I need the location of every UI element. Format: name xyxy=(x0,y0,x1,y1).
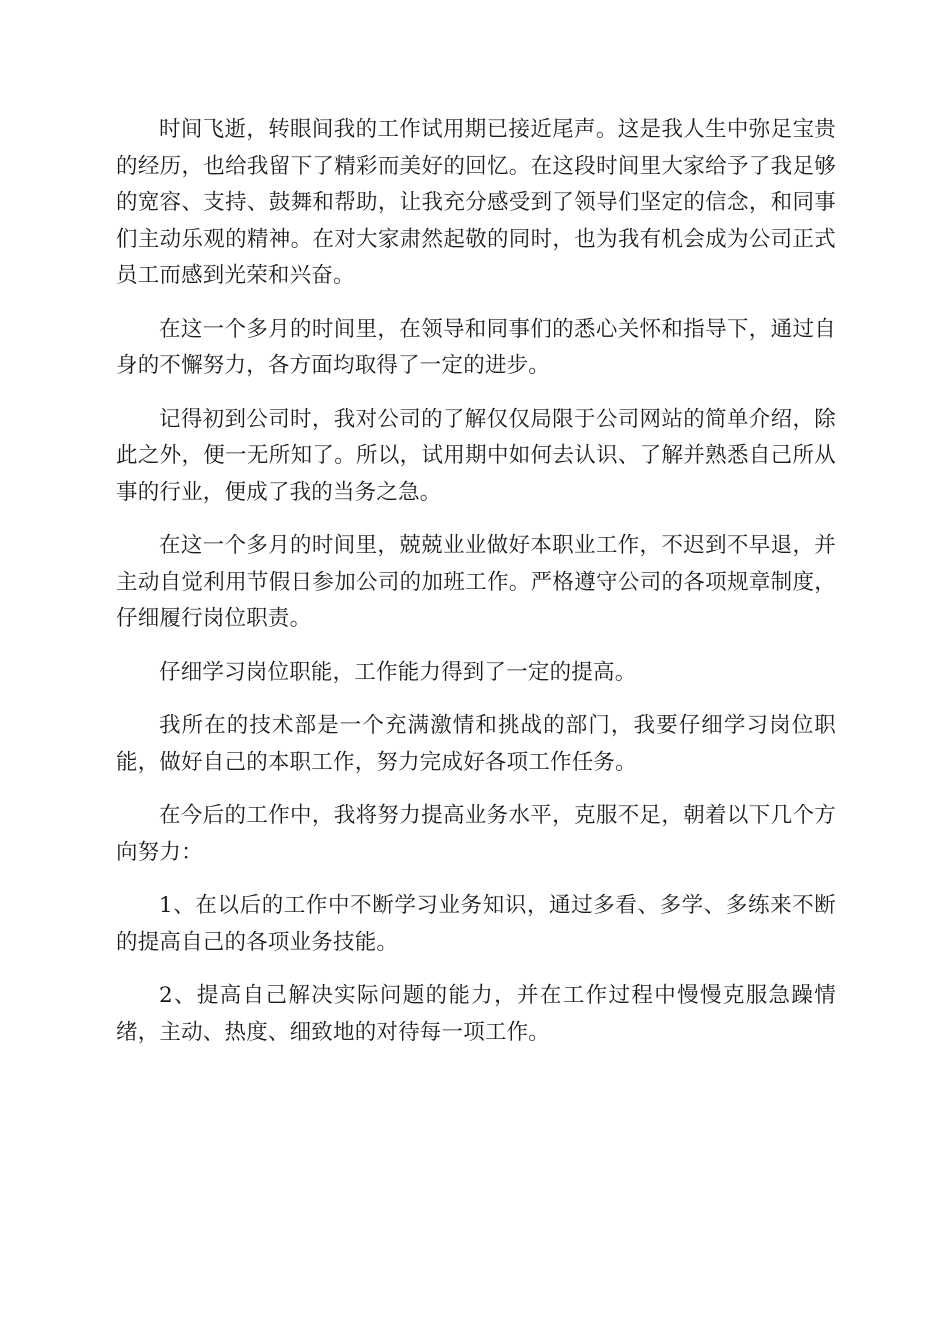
paragraph-tech-dept: 我所在的技术部是一个充满激情和挑战的部门，我要仔细学习岗位职能，做好自己的本职工作，努力完成好各项工作任务。 xyxy=(116,713,836,775)
paragraph-first-days: 记得初到公司时，我对公司的了解仅仅局限于公司网站的简单介绍，除此之外，便一无所知了。所以，试用期中如何去认识、了解并熟悉自己所从事的行业，便成了我的当务之急。 xyxy=(116,406,836,505)
paragraph-goal-1: 1、在以后的工作中不断学习业务知识，通过多看、多学、多练来不断的提高自己的各项业务技能。 xyxy=(116,893,836,955)
document-body xyxy=(116,112,836,1068)
paragraph-goal-2: 2、提高自己解决实际问题的能力，并在工作过程中慢慢克服急躁情绪，主动、热度、细致地的对待每一项工作。 xyxy=(116,983,836,1045)
paragraph-future: 在今后的工作中，我将努力提高业务水平，克服不足，朝着以下几个方向努力： xyxy=(116,803,836,865)
paragraph-intro: 时间飞逝，转眼间我的工作试用期已接近尾声。这是我人生中弥足宝贵的经历，也给我留下了精彩而美好的回忆。在这段时间里大家给予了我足够的宽容、支持、鼓舞和帮助，让我充分感受到了领导们坚定的信念，和同事们主动乐观的精神。在对大家肃然起敬的同时，也为我有机会成为公司正式员工而感到光荣和兴奋。 xyxy=(116,117,836,288)
paragraph-progress: 在这一个多月的时间里，在领导和同事们的悉心关怀和指导下，通过自身的不懈努力，各方面均取得了一定的进步。 xyxy=(116,316,836,378)
paragraph-diligence: 在这一个多月的时间里，兢兢业业做好本职业工作，不迟到不早退，并主动自觉利用节假日参加公司的加班工作。严格遵守公司的各项规章制度，仔细履行岗位职责。 xyxy=(116,533,836,631)
paragraph-learning: 仔细学习岗位职能，工作能力得到了一定的提高。 xyxy=(159,659,637,685)
